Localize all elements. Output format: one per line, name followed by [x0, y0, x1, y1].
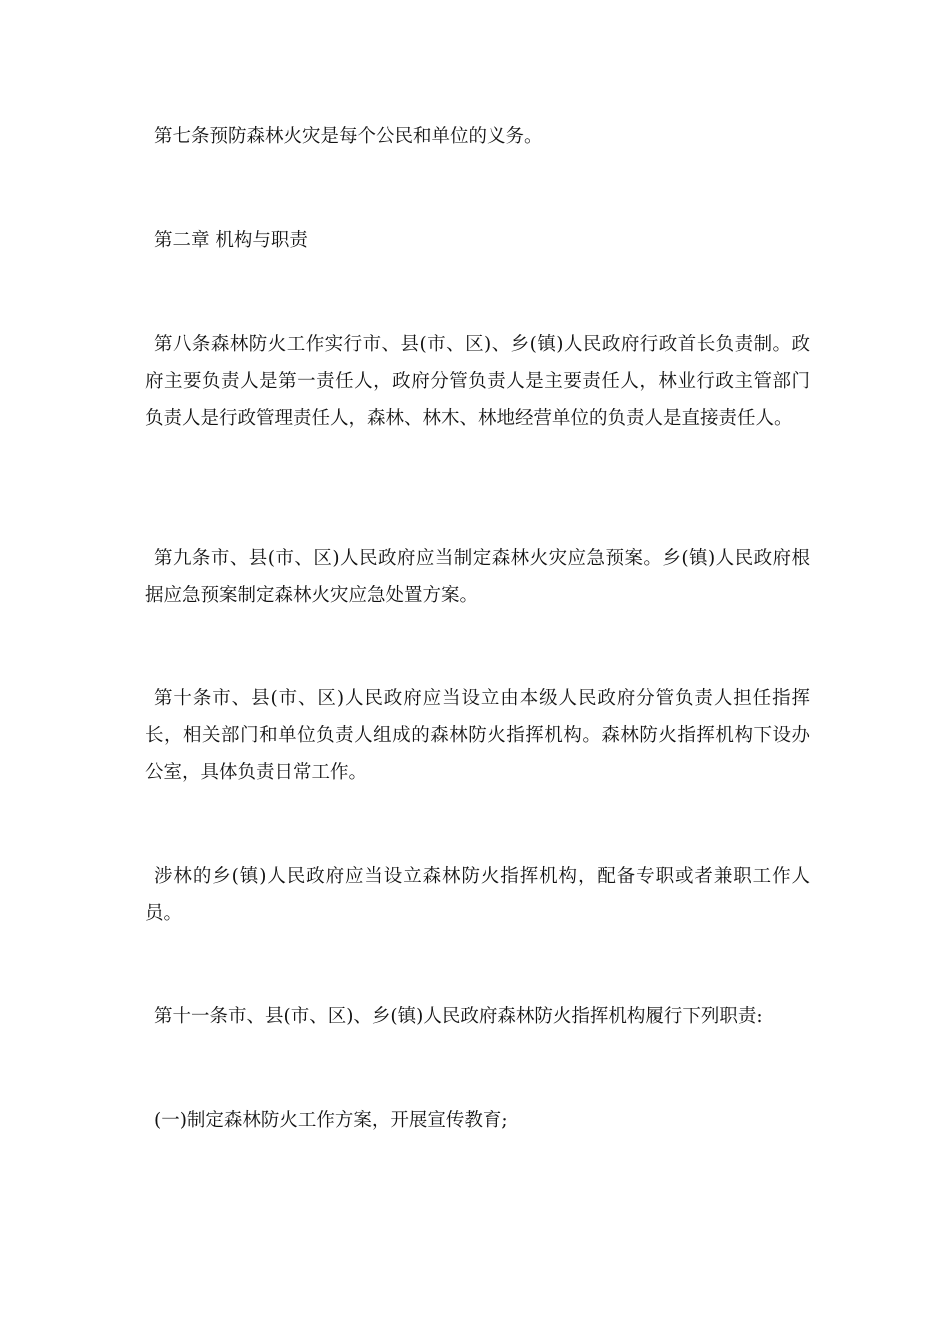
chapter-2-heading: 第二章 机构与职责	[154, 230, 308, 251]
article-9-paragraph: 第九条市、县(市、区)人民政府应当制定森林火灾应急预案。乡(镇)人民政府根据应急预案制定森林火灾应急处置方案。	[145, 548, 810, 606]
article-8-paragraph: 第八条森林防火工作实行市、县(市、区)、乡(镇)人民政府行政首长负责制。政府主要负责人是第一责任人，政府分管负责人是主要责任人，林业行政主管部门负责人是行政管理责任人，森林、林木、林地经营单位的负责人是直接责任人。	[145, 334, 810, 429]
duty-item-1: (一)制定森林防火工作方案，开展宣传教育;	[154, 1110, 508, 1131]
article-10-paragraph: 第十条市、县(市、区)人民政府应当设立由本级人民政府分管负责人担任指挥长，相关部门和单位负责人组成的森林防火指挥机构。森林防火指挥机构下设办公室，具体负责日常工作。	[145, 688, 810, 783]
township-paragraph: 涉林的乡(镇)人民政府应当设立森林防火指挥机构，配备专职或者兼职工作人员。	[145, 866, 810, 924]
article-11-paragraph: 第十一条市、县(市、区)、乡(镇)人民政府森林防火指挥机构履行下列职责:	[154, 1006, 763, 1027]
article-7-paragraph: 第七条预防森林火灾是每个公民和单位的义务。	[154, 126, 543, 147]
